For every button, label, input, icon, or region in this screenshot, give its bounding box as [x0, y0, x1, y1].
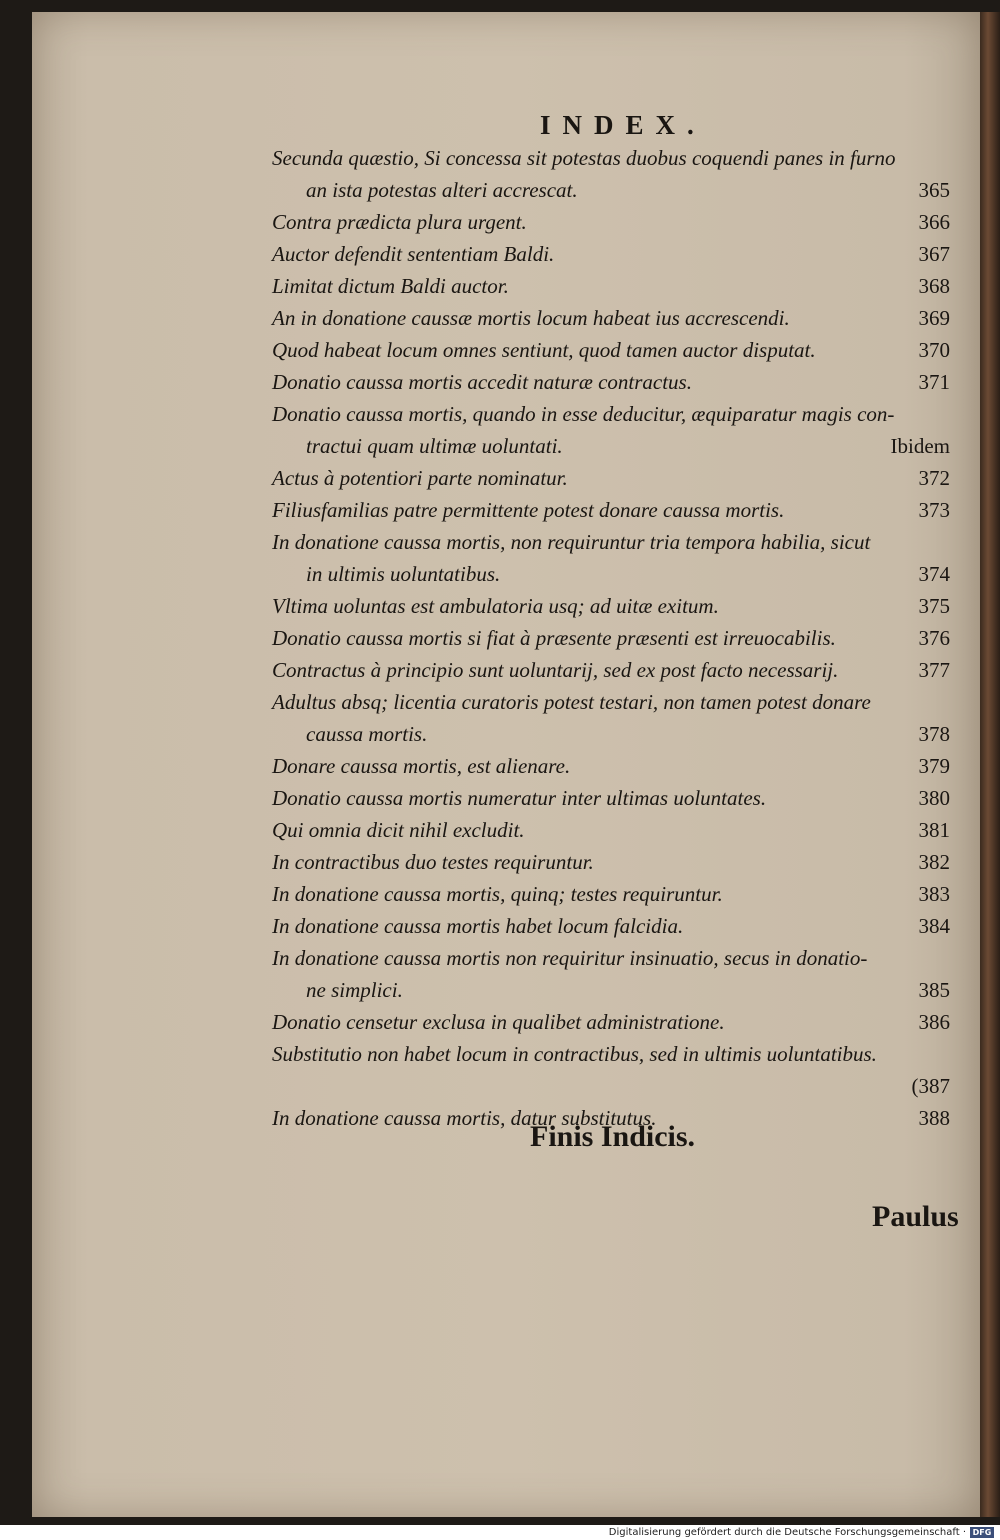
catchword: Paulus: [872, 1200, 959, 1233]
entry-number: 379: [918, 754, 950, 778]
index-entry: [272, 430, 956, 462]
footer-credit: Digitalisierung gefördert durch die Deutsche Forschungsgemeinschaft ·: [608, 1527, 966, 1538]
entry-number: 380: [918, 786, 950, 810]
index-entry: [272, 686, 956, 718]
entry-text: Actus à potentiori parte nominatur.: [272, 466, 568, 490]
entry-text: Auctor defendit sententiam Baldi.: [272, 242, 555, 266]
entry-text: In donatione caussa mortis, non requiruntur tria tempora habilia, sicut: [272, 530, 871, 554]
index-entry: [272, 174, 956, 206]
entry-number: 378: [918, 722, 950, 746]
index-entry: [272, 1070, 956, 1102]
entry-text: In donatione caussa mortis non requiritur insinuatio, secus in donatio-: [272, 946, 868, 970]
entry-text: Contra prædicta plura urgent.: [272, 210, 527, 234]
entry-number: 366: [918, 210, 950, 234]
entry-text: Contractus à principio sunt uoluntarij, sed ex post facto necessarij.: [272, 658, 839, 682]
entry-text: in ultimis uoluntatibus.: [306, 562, 501, 586]
index-entry: [272, 910, 956, 942]
entry-number: 385: [918, 978, 950, 1002]
entry-number: 371: [918, 370, 950, 394]
entry-text: ne simplici.: [306, 978, 403, 1002]
index-entry: [272, 878, 956, 910]
entry-text: Secunda quæstio, Si concessa sit potestas duobus coquendi panes in furno: [272, 146, 896, 170]
index-entry: [272, 782, 956, 814]
entry-number: 370: [918, 338, 950, 362]
entry-text: Donatio caussa mortis accedit naturæ contractus.: [272, 370, 692, 394]
entry-text: In donatione caussa mortis, datur substitutus.: [272, 1106, 657, 1130]
entry-text: Adultus absq; licentia curatoris potest testari, non tamen potest donare: [272, 690, 871, 714]
entry-text: Donare caussa mortis, est alienare.: [272, 754, 571, 778]
entry-number: 376: [918, 626, 950, 650]
index-entry: [272, 590, 956, 622]
entry-number: 365: [918, 178, 950, 202]
entry-number: 381: [918, 818, 950, 842]
entry-text: Substitutio non habet locum in contractibus, sed in ultimis uoluntatibus.: [272, 1042, 877, 1066]
entry-number: 373: [918, 498, 950, 522]
footer-bar: [0, 1525, 1000, 1540]
index-entry: [272, 814, 956, 846]
entry-number: 384: [918, 914, 950, 938]
entry-number: 388: [918, 1106, 950, 1130]
entry-text: Donatio censetur exclusa in qualibet administratione.: [272, 1010, 725, 1034]
index-entry: [272, 846, 956, 878]
entry-text: an ista potestas alteri accrescat.: [306, 178, 578, 202]
entry-text: caussa mortis.: [306, 722, 428, 746]
index-entry: [272, 750, 956, 782]
entry-number: 377: [918, 658, 950, 682]
entry-number: 386: [918, 1010, 950, 1034]
index-entries: [272, 142, 956, 1134]
index-entry: [272, 334, 956, 366]
entry-number: 368: [918, 274, 950, 298]
entry-number: 383: [918, 882, 950, 906]
index-entry: [272, 494, 956, 526]
entry-text: An in donatione caussæ mortis locum habeat ius accrescendi.: [272, 306, 790, 330]
index-entry: [272, 654, 956, 686]
index-entry: [272, 398, 956, 430]
entry-number: (387: [911, 1074, 950, 1098]
index-entry: [272, 942, 956, 974]
entry-text: In donatione caussa mortis habet locum falcidia.: [272, 914, 684, 938]
index-entry: [272, 526, 956, 558]
index-entry: [272, 718, 956, 750]
entry-text: In donatione caussa mortis, quinq; testes requiruntur.: [272, 882, 723, 906]
index-entry: [272, 366, 956, 398]
page-header: INDEX.: [540, 110, 706, 140]
entry-text: Quod habeat locum omnes sentiunt, quod tamen auctor disputat.: [272, 338, 816, 362]
entry-number: Ibidem: [890, 434, 950, 458]
entry-text: Donatio caussa mortis, quando in esse deducitur, æquiparatur magis con-: [272, 402, 895, 426]
index-entry: [272, 462, 956, 494]
entry-text: Vltima uoluntas est ambulatoria usq; ad uitæ exitum.: [272, 594, 719, 618]
entry-number: 367: [918, 242, 950, 266]
index-entry: [272, 622, 956, 654]
page-binding-edge: [980, 12, 1000, 1517]
entry-text: Qui omnia dicit nihil excludit.: [272, 818, 525, 842]
index-entry: [272, 558, 956, 590]
index-entry: [272, 270, 956, 302]
finis-indicis: Finis Indicis.: [530, 1120, 696, 1153]
entry-text: Limitat dictum Baldi auctor.: [272, 274, 509, 298]
index-entry: [272, 206, 956, 238]
entry-number: 369: [918, 306, 950, 330]
entry-number: 372: [918, 466, 950, 490]
entry-number: 374: [918, 562, 950, 586]
entry-text: Donatio caussa mortis si fiat à præsente præsenti est irreuocabilis.: [272, 626, 836, 650]
index-entry: [272, 302, 956, 334]
index-entry: [272, 974, 956, 1006]
entry-text: Filiusfamilias patre permittente potest donare caussa mortis.: [272, 498, 785, 522]
entry-text: In contractibus duo testes requiruntur.: [272, 850, 594, 874]
entry-number: 382: [918, 850, 950, 874]
index-entry: [272, 238, 956, 270]
entry-text: Donatio caussa mortis numeratur inter ultimas uoluntates.: [272, 786, 767, 810]
index-entry: [272, 142, 956, 174]
index-entry: [272, 1038, 956, 1070]
entry-text: tractui quam ultimæ uoluntati.: [306, 434, 563, 458]
index-entry: [272, 1006, 956, 1038]
dfg-logo: DFG: [970, 1527, 994, 1538]
entry-number: 375: [918, 594, 950, 618]
